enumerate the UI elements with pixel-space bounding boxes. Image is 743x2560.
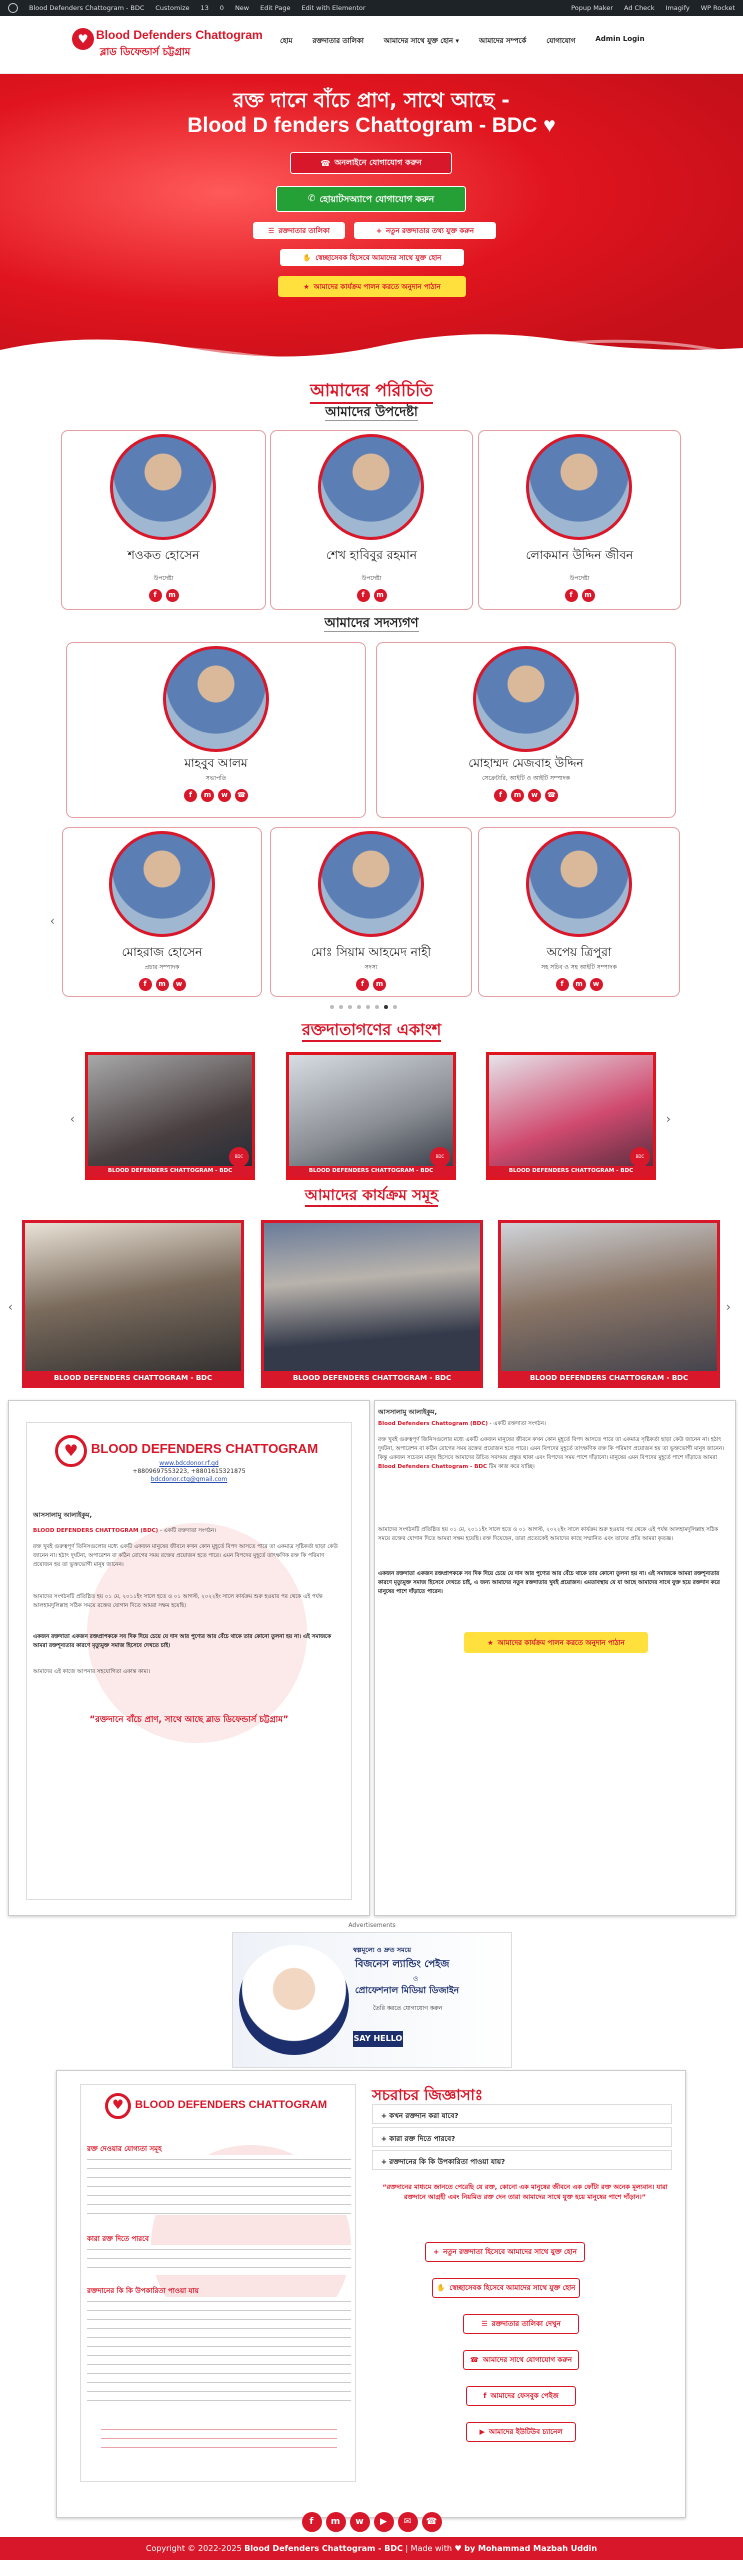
footer-copyright: Copyright © 2022-2025 xyxy=(145,2544,242,2553)
activity-photo: BLOOD DEFENDERS CHATTOGRAM - BDC xyxy=(261,1220,483,1388)
advisor-role: উপদেষ্টা xyxy=(153,575,174,582)
letter2-text-lines xyxy=(87,2297,351,2407)
letter2-text-lines xyxy=(87,2245,351,2275)
letter-intro: BLOOD DEFENDERS CHATTOGRAM (BDC) - একটি রক্তদাতা সংগঠন। xyxy=(33,1528,217,1534)
join-donor-button[interactable]: + নতুন রক্তদাতা হিসেবে আমাদের সাথে যুক্ত হোন xyxy=(425,2242,585,2262)
hero-heading-line2: Blood D fenders Chattogram - BDC ♥ xyxy=(187,114,556,137)
user-plus-icon: + xyxy=(376,226,382,235)
whatsapp-icon[interactable]: w xyxy=(528,789,541,802)
ad-line: প্রোফেশনাল মিডিয়া ডিজাইন xyxy=(355,1986,460,1996)
brand-name-bn[interactable]: ব্লাড ডিফেন্ডার্স চট্টগ্রাম xyxy=(100,47,191,58)
letter-org: BLOOD DEFENDERS CHATTOGRAM xyxy=(91,1441,319,1456)
facebook-icon[interactable]: f xyxy=(356,978,369,991)
intro-panel xyxy=(374,1400,736,1916)
activity-photo: BLOOD DEFENDERS CHATTOGRAM - BDC xyxy=(498,1220,720,1388)
ad-cta[interactable]: SAY HELLO xyxy=(353,2031,403,2047)
letter-greeting: আসসালামু আলাইকুম, xyxy=(33,1511,92,1519)
faq-item[interactable]: + কারা রক্ত দিতে পারবে? xyxy=(372,2127,672,2147)
letter-document-2 xyxy=(80,2084,356,2482)
facebook-icon[interactable]: f xyxy=(139,978,152,991)
member-photo xyxy=(526,831,632,937)
member-role: সভাপতি xyxy=(205,775,227,782)
main-nav xyxy=(280,35,645,47)
member-card xyxy=(270,827,472,997)
messenger-icon[interactable]: m xyxy=(374,589,387,602)
carousel-dots[interactable] xyxy=(330,1005,397,1009)
donors-title: রক্তদাতাগণের একাংশ xyxy=(0,1017,743,1044)
nav-donor-list[interactable]: রক্তদাতার তালিকা xyxy=(312,37,364,45)
footer-made: | Made with xyxy=(405,2544,452,2553)
messenger-icon[interactable]: m xyxy=(166,589,179,602)
faq-title: সচরাচর জিজ্ঞাসাঃ xyxy=(372,2086,483,2104)
youtube-icon[interactable]: ▶ xyxy=(374,2512,394,2532)
advisor-photo xyxy=(526,434,632,540)
member-photo xyxy=(473,646,579,752)
chevron-down-icon: ▾ xyxy=(455,37,460,45)
phone-icon[interactable]: ☎ xyxy=(235,789,248,802)
list-icon: ☰ xyxy=(481,2320,488,2328)
admin-elementor[interactable]: Edit with Elementor xyxy=(301,4,366,12)
facebook-icon[interactable]: f xyxy=(565,589,578,602)
member-photo xyxy=(163,646,269,752)
advisor-card xyxy=(61,430,266,610)
admin-popup-maker[interactable]: Popup Maker xyxy=(571,4,613,12)
activities-prev-icon[interactable]: ‹ xyxy=(8,1300,13,1314)
member-social xyxy=(63,978,261,991)
hand-icon: ✋ xyxy=(436,2284,446,2292)
phone-icon[interactable]: ☎ xyxy=(545,789,558,802)
nav-about[interactable]: আমাদের সম্পর্কে xyxy=(479,37,527,45)
intro-greeting: আসসালামু আলাইকুম, xyxy=(378,1408,437,1416)
members-title: আমাদের সদস্যগণ xyxy=(324,616,419,631)
member-social xyxy=(377,789,675,802)
messenger-icon[interactable]: m xyxy=(326,2512,346,2532)
list-icon: ☰ xyxy=(268,226,275,235)
letter-paragraph: একজন রক্তদাতা একজন রক্তপ্রাপককে সব দিক দিয়ে চেয়ে যে দান আর পুণ্যের আর বেঁচে থাকে তার কোনো তুলনা হয় না। এই সমাজকে আমরা রক্তশূন্যতার কারণে মৃত্যুমুক্ত সমাজ হিসেবে দেখতে চাই। xyxy=(33,1634,332,1649)
letter2-text-lines xyxy=(101,2425,337,2455)
whatsapp-icon[interactable]: w xyxy=(218,789,231,802)
view-donors-button[interactable]: ☰ রক্তদাতার তালিকা দেখুন xyxy=(463,2314,579,2334)
admin-updates[interactable]: 13 xyxy=(200,4,209,12)
user-plus-icon: + xyxy=(433,2248,440,2256)
letter-slogan: “রক্তদানে বাঁচে প্রাণ, সাথে আছে ব্লাড ডিফেন্ডার্স চট্টগ্রাম” xyxy=(89,1715,289,1725)
phone-icon: ☎ xyxy=(320,158,331,168)
ad-line: বিজনেস ল্যান্ডিং পেইজ xyxy=(355,1959,450,1970)
letter2-text-lines xyxy=(87,2155,351,2215)
intro-donate-button[interactable]: ★ আমাদের কার্যক্রম পালন করতে অনুদান পাঠান xyxy=(464,1632,648,1653)
logo-drop-icon[interactable]: ♥ xyxy=(72,28,94,50)
facebook-icon[interactable]: f xyxy=(149,589,162,602)
member-name: মোহরাজ হোসেন xyxy=(121,945,203,959)
nav-home[interactable]: হোম xyxy=(280,37,293,45)
member-photo xyxy=(318,831,424,937)
admin-bar xyxy=(0,0,743,16)
letter-paragraph: আমাদের সংগঠনটি প্রতিষ্ঠিত হয় ০১ মে, ২০১১ইং সালে হতে ও ০১ আগস্ট, ২০২২ইং সালে কার্যক্রম শুরু হওয়ার পর থেকে এই পর্যন্ত আলহামদুলিল্লাহ সঠিক সময়ে রক্তের যোগান দিতে আমরা সক্ষম হয়েছি। xyxy=(33,1594,323,1609)
ad-photo xyxy=(239,1945,349,2055)
online-contact-button[interactable]: ☎ অনলাইনে যোগাযোগ করুন xyxy=(290,152,452,174)
donor-photo: BLOOD DEFENDERS CHATTOGRAM - BDC BDC xyxy=(85,1052,255,1180)
messenger-icon[interactable]: m xyxy=(373,978,386,991)
advisor-name: লোকমান উদ্দিন জীবন xyxy=(525,548,634,562)
member-role: প্রচার সম্পাদক xyxy=(144,964,180,971)
admin-site-link[interactable]: Blood Defenders Chattogram - BDC xyxy=(29,4,145,12)
messenger-icon[interactable]: m xyxy=(511,789,524,802)
advisor-card xyxy=(478,430,681,610)
heart-icon: ♥ xyxy=(543,114,556,137)
facebook-icon: f xyxy=(483,2392,487,2400)
money-icon: ★ xyxy=(303,282,310,291)
advisor-role: উপদেষ্টা xyxy=(569,575,590,582)
letter-email[interactable]: bdcdonor.ctg@gmail.com xyxy=(150,1476,228,1483)
nav-contact[interactable]: যোগাযোগ xyxy=(546,37,576,45)
member-card xyxy=(376,642,676,818)
admin-ad-check[interactable]: Ad Check xyxy=(624,4,655,12)
advisor-role: উপদেষ্টা xyxy=(361,575,382,582)
whatsapp-icon: ✆ xyxy=(307,194,316,204)
footer-social xyxy=(0,2512,743,2532)
logo-drop-icon: ♥ xyxy=(55,1435,87,1467)
wordpress-icon[interactable] xyxy=(8,3,18,13)
advisor-name: শেখ হাবিবুর রহমান xyxy=(326,548,417,562)
hero-heading-line1: রক্ত দানে বাঁচে প্রাণ, সাথে আছে - xyxy=(233,88,510,112)
member-name: অপেয় ত্রিপুরা xyxy=(546,945,612,959)
email-icon[interactable]: ✉ xyxy=(398,2512,418,2532)
messenger-icon[interactable]: m xyxy=(582,589,595,602)
volunteer-button[interactable]: ✋ স্বেচ্ছাসেবক হিসেবে আমাদের সাথে যুক্ত হোন xyxy=(280,249,464,266)
footer xyxy=(0,2537,743,2560)
member-social xyxy=(67,789,365,802)
whatsapp-icon[interactable]: w xyxy=(173,978,186,991)
letter-document xyxy=(26,1422,352,1900)
whatsapp-button[interactable]: ✆ হোয়াটসঅ্যাপে যোগাযোগ করুন xyxy=(276,186,466,212)
whatsapp-icon[interactable]: w xyxy=(590,978,603,991)
facebook-icon[interactable]: f xyxy=(357,589,370,602)
money-icon: ★ xyxy=(487,1638,494,1647)
advisor-photo xyxy=(110,434,216,540)
brand-name[interactable]: Blood Defenders Chattogram xyxy=(96,28,263,42)
member-role: সেক্রেটারি, আইটি ও আইটি সম্পাদক xyxy=(481,775,571,782)
heart-icon: ♥ xyxy=(454,2544,462,2553)
facebook-icon[interactable]: f xyxy=(494,789,507,802)
member-card xyxy=(62,827,262,997)
advisor-social xyxy=(62,589,265,602)
member-card xyxy=(478,827,680,997)
member-role: সহ সচিব ও সহ আইটি সম্পাদক xyxy=(541,964,617,971)
messenger-icon[interactable]: m xyxy=(573,978,586,991)
join-volunteer-button[interactable]: ✋ স্বেচ্ছাসেবক হিসেবে আমাদের সাথে যুক্ত হোন xyxy=(432,2278,580,2298)
hero-wave xyxy=(0,330,743,370)
activities-next-icon[interactable]: › xyxy=(726,1300,731,1314)
faq-quote: “রক্তদানের মাধ্যমে জানতে পেরেছি যে রক্ত, কোনো এক মানুষের জীবনে এক ফোঁটা রক্ত অনেক মূল্যবান। যারা রক্তদানে আগ্রহী এবং নিয়মিত রক্ত দেন তারা আমাদের সাথে যুক্ত হয়ে মানুষের পাশে দাঁড়ান।” xyxy=(382,2183,668,2201)
add-donor-button[interactable]: + নতুন রক্তদাতার তথ্য যুক্ত করুন xyxy=(354,222,496,239)
advisor-social xyxy=(271,589,472,602)
donor-photo: BLOOD DEFENDERS CHATTOGRAM - BDC BDC xyxy=(486,1052,656,1180)
admin-customize[interactable]: Customize xyxy=(155,4,190,12)
advisor-photo xyxy=(318,434,424,540)
letter2-heading: রক্ত দেওয়ার যোগ্যতা সমূহ xyxy=(87,2145,162,2153)
ad-line: তৈরি করতে যোগাযোগ করুন xyxy=(373,2005,443,2012)
messenger-icon[interactable]: m xyxy=(156,978,169,991)
member-name: মোহাম্মদ মেজবাহ উদ্দিন xyxy=(468,756,584,770)
letter2-heading: রক্তদানের কি কি উপকারিতা পাওয়া যায় xyxy=(87,2287,199,2295)
facebook-icon[interactable]: f xyxy=(184,789,197,802)
admin-edit-page[interactable]: Edit Page xyxy=(260,4,291,12)
nav-admin-login[interactable]: Admin Login xyxy=(595,35,645,43)
member-photo xyxy=(109,831,215,937)
letter-paragraph: আমাদের এই কাজে আপনার সহযোগিতা একান্ত কাম্য। xyxy=(33,1669,151,1675)
member-social xyxy=(271,978,471,991)
youtube-icon: ▶ xyxy=(479,2428,485,2436)
admin-wp-rocket[interactable]: WP Rocket xyxy=(700,4,735,12)
youtube-button[interactable]: ▶ আমাদের ইউটিউব চ্যানেল xyxy=(466,2422,576,2442)
ad-label: Advertisements xyxy=(348,1922,396,1929)
facebook-icon[interactable]: f xyxy=(302,2512,322,2532)
letter2-heading: কারা রক্ত দিতে পারবে xyxy=(87,2235,149,2243)
ad-banner[interactable] xyxy=(232,1932,512,2068)
phone-icon: ☎ xyxy=(470,2356,479,2364)
gallery-prev-icon[interactable]: ‹ xyxy=(70,1112,75,1126)
letter-phone: +8809697553223, +8801615321875 xyxy=(132,1468,246,1475)
hand-icon: ✋ xyxy=(302,253,312,262)
about-title: আমাদের পরিচিতি xyxy=(0,378,743,406)
gallery-next-icon[interactable]: › xyxy=(666,1112,671,1126)
letter-web[interactable]: www.bdcdonor.rf.gd xyxy=(159,1460,219,1467)
member-role: সদস্য xyxy=(364,964,378,971)
advisor-social xyxy=(479,589,680,602)
ad-line: ও xyxy=(413,1975,419,1983)
advisor-card xyxy=(270,430,473,610)
letter2-org: BLOOD DEFENDERS CHATTOGRAM xyxy=(135,2099,328,2111)
advisors-title: আমাদের উপদেষ্টা xyxy=(325,405,418,420)
member-card xyxy=(66,642,366,818)
member-name: মোঃ সিয়াম আহমেদ নাহী xyxy=(311,945,431,959)
intro-paragraph: আমাদের সংগঠনটি প্রতিষ্ঠিত হয় ০১ মে, ২০১১ইং সালে হতে ও ০১ আগস্ট, ২০২২ইং সালে কার্যক্রম শুরু হওয়ার পর থেকে এই পর্যন্ত আলহামদুলিল্লাহ সঠিক সময়ে রক্তের যোগান দিতে আমরা সক্ষম হয়েছি। রক্ত দিয়েছেন, তারা প্রত্যেকেই আমাদের কাছে সম্মানিত এবং তাদের প্রতি আমরা কৃতজ্ঞ। xyxy=(378,1527,719,1542)
activity-photo: BLOOD DEFENDERS CHATTOGRAM - BDC xyxy=(22,1220,244,1388)
faq-item[interactable]: + রক্তদানের কি কি উপকারিতা পাওয়া যায়? xyxy=(372,2150,672,2170)
admin-new[interactable]: New xyxy=(234,4,250,12)
footer-org[interactable]: Blood Defenders Chattogram - BDC xyxy=(244,2544,403,2553)
footer-author[interactable]: by Mohammad Mazbah Uddin xyxy=(464,2544,598,2553)
intro-paragraph: একজন রক্তদাতা একজন রক্তপ্রাপককে সব দিক দিয়ে চেয়ে যে দান আর পুণ্যের আর বেঁচে থাকে তার কোনো তুলনা হয় না। এই সমাজকে আমরা রক্তশূন্যতার কারণে মৃত্যুমুক্ত সমাজ হিসেবে দেখতে চাই, এ জন্য আমাদের নতুন রক্তদাতার খুবই প্রয়োজন। এমতাবস্থায় যে যা আছে আমাদের সাথে যুক্ত হয়ে রক্তদান করে মানুষের পাশে দাঁড়াতে পারেন। xyxy=(378,1571,720,1595)
activities-title: আমাদের কার্যক্রম সমূহ xyxy=(0,1184,743,1209)
intro-paragraph: রক্ত খুবই গুরুত্বপূর্ণ জিনিসগুলোর মধ্যে একটি একজন মানুষের জীবনে কখন কোন মুহূর্তে বিপদ আসতে পারে তা একমাত্র সৃষ্টিকর্তা ছাড়া কেউ জানেন না। হঠাৎ দুর্ঘটনা, অপারেশন বা কঠিন রোগের সময় রক্তের প্রয়োজন হতে পারে। এমন বিপদের মুহূর্তে তাৎক্ষণিক রক্ত কি পরিমাণ প্রয়োজন হয় তা ভুক্তভোগী মানুষ জানেন। কিন্তু একজন সচেতন মানুষ হিসেবে আমাদের উচিত সবসময় প্রস্তুত থাকা এবং বিপদের সময় পাশে দাঁড়ানো। মানুষের এমন বিপদের মুহূর্তে পাশে দাঁড়াতে আমরা Blood Defenders Chattogram - BDC টিম কাজ করে যাচ্ছি। xyxy=(378,1437,725,1470)
letter-paragraph: রক্ত খুবই গুরুত্বপূর্ণ তিনিসগুলোর মধ্যে একটি একজন মানুষের জীবনে কখন কোন মুহূর্তে বিপদ আসতে পারে তা একমাত্র সৃষ্টিকর্তা ছাড়া কেউ জানেন না। হঠাৎ দুর্ঘটনা, অপারেশন বা কঠিন রোগের সময় রক্তের প্রয়োজন হতে পারে। এমন বিপদের মুহূর্তে তাৎক্ষণিক রক্ত কি পরিমাণ প্রয়োজন হয় তা ভুক্তভোগী মানুষ জানেন। xyxy=(33,1544,338,1568)
ad-line: স্বল্পমূল্যে ও দ্রুত সময়ে xyxy=(353,1946,412,1954)
nav-join[interactable]: আমাদের সাথে যুক্ত হোন ▾ xyxy=(383,37,460,45)
intro-org-line: Blood Defenders Chattogram (BDC) - একটি রক্তদাতা সংগঠন। xyxy=(378,1421,546,1427)
carousel-prev-icon[interactable]: ‹ xyxy=(50,914,55,928)
donor-photo: BLOOD DEFENDERS CHATTOGRAM - BDC BDC xyxy=(286,1052,456,1180)
contact-button[interactable]: ☎ আমাদের সাথে যোগাযোগ করুন xyxy=(463,2350,579,2370)
facebook-page-button[interactable]: f আমাদের ফেসবুক পেইজ xyxy=(466,2386,576,2406)
member-name: মাহবুব আলম xyxy=(184,756,248,770)
admin-imagify[interactable]: Imagify xyxy=(665,4,690,12)
facebook-icon[interactable]: f xyxy=(556,978,569,991)
logo-drop-icon: ♥ xyxy=(105,2093,131,2119)
donor-list-button[interactable]: ☰ রক্তদাতার তালিকা xyxy=(253,222,345,239)
phone-icon[interactable]: ☎ xyxy=(422,2512,442,2532)
member-social xyxy=(479,978,679,991)
whatsapp-icon[interactable]: w xyxy=(350,2512,370,2532)
donate-button[interactable]: ★ আমাদের কার্যক্রম পালন করতে অনুদান পাঠান xyxy=(278,276,466,297)
advisor-name: শওকত হোসেন xyxy=(127,548,200,562)
admin-comments[interactable]: 0 xyxy=(219,4,224,12)
faq-item[interactable]: + কখন রক্তদান করা যাবে? xyxy=(372,2104,672,2124)
messenger-icon[interactable]: m xyxy=(201,789,214,802)
